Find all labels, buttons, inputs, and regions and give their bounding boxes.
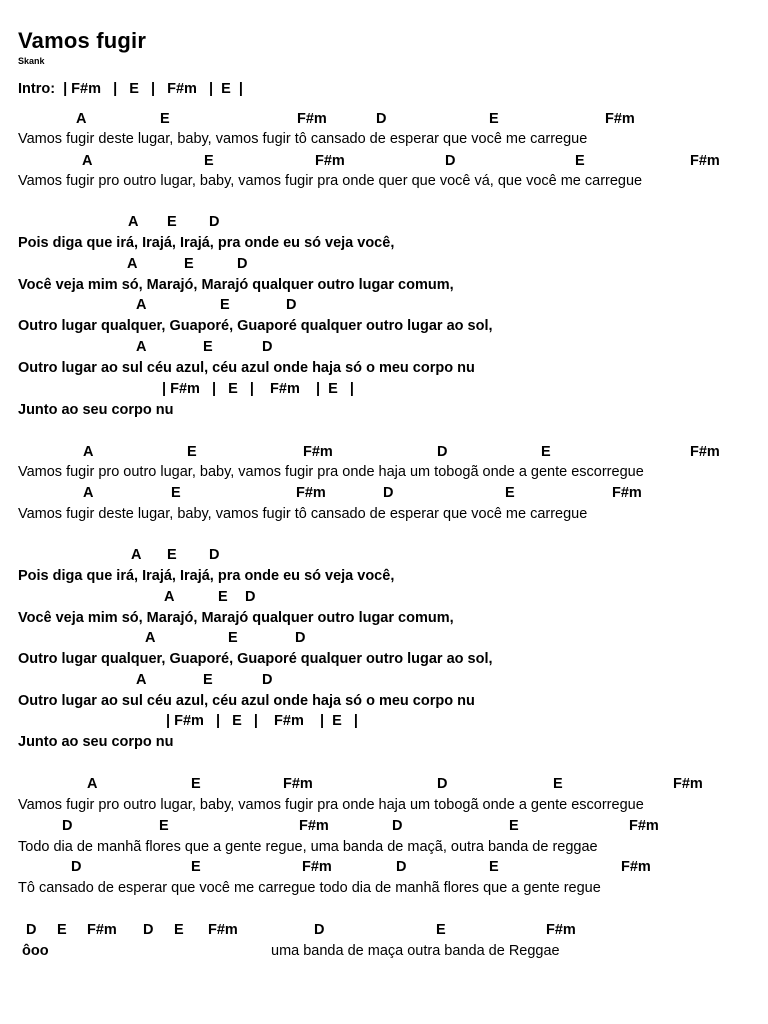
chord: E [553, 776, 563, 792]
chord: A [136, 297, 147, 313]
chord: D [437, 444, 448, 460]
chord: A [131, 547, 142, 563]
chord: F#m [605, 111, 635, 127]
chord: D [437, 776, 448, 792]
chord: F#m [296, 485, 326, 501]
lyric-line: Vamos fugir deste lugar, baby, vamos fugir tô cansado de esperar que você me carregue [18, 506, 588, 522]
chord-bar: | F#m | E | F#m | E | [166, 713, 358, 729]
chord: F#m [297, 111, 327, 127]
chord: A [127, 256, 138, 272]
chord: D [26, 922, 37, 938]
song-title: Vamos fugir [18, 28, 147, 53]
chord: E [203, 672, 213, 688]
chord: F#m [315, 153, 345, 169]
chord: D [62, 818, 73, 834]
lyric-line: Pois diga que irá, Irajá, Irajá, pra onde eu só veja você, [18, 568, 395, 584]
chord: D [262, 672, 273, 688]
lyric-line: ôoo [22, 943, 49, 959]
chord: D [143, 922, 154, 938]
lyric-line: Vamos fugir pro outro lugar, baby, vamos fugir pra onde quer que você vá, que você me carregue [18, 173, 643, 189]
chord: E [184, 256, 194, 272]
lyric-line: Outro lugar ao sul céu azul, céu azul onde haja só o meu corpo nu [18, 693, 475, 709]
chord: E [509, 818, 519, 834]
chord: E [436, 922, 446, 938]
chord: F#m [690, 444, 720, 460]
chord: D [209, 214, 220, 230]
chord: A [87, 776, 98, 792]
intro-chords: Intro: | F#m | E | F#m | E | [18, 81, 243, 97]
lyric-line: Você veja mim só, Marajó, Marajó qualquer outro lugar comum, [18, 610, 454, 626]
chord: F#m [621, 859, 651, 875]
chord: E [489, 111, 499, 127]
lyric-line: Junto ao seu corpo nu [18, 734, 174, 750]
artist-name: Skank [18, 56, 45, 66]
chord: E [204, 153, 214, 169]
chord: D [383, 485, 394, 501]
chord: E [220, 297, 230, 313]
chord: E [575, 153, 585, 169]
chord: A [164, 589, 175, 605]
chord: A [136, 339, 147, 355]
chord: A [76, 111, 87, 127]
chord: D [314, 922, 325, 938]
chord: E [174, 922, 184, 938]
chord: E [505, 485, 515, 501]
lyric-line: Outro lugar qualquer, Guaporé, Guaporé qualquer outro lugar ao sol, [18, 651, 493, 667]
chord: E [160, 111, 170, 127]
chord: F#m [546, 922, 576, 938]
chord: D [445, 153, 456, 169]
lyric-line: Junto ao seu corpo nu [18, 402, 174, 418]
chord: A [82, 153, 93, 169]
chord: F#m [673, 776, 703, 792]
chord: F#m [299, 818, 329, 834]
lyric-line: Vamos fugir deste lugar, baby, vamos fugir tô cansado de esperar que você me carregue [18, 131, 588, 147]
lyric-line: Tô cansado de esperar que você me carregue todo dia de manhã flores que a gente regue [18, 880, 601, 896]
chord: E [203, 339, 213, 355]
chord: E [171, 485, 181, 501]
chord: A [128, 214, 139, 230]
lyric-line: uma banda de maça outra banda de Reggae [271, 943, 560, 959]
chord: D [209, 547, 220, 563]
chord: D [286, 297, 297, 313]
lyric-line: Vamos fugir pro outro lugar, baby, vamos fugir pra onde haja um tobogã onde a gente escorregue [18, 464, 644, 480]
chord: E [167, 547, 177, 563]
chord: E [159, 818, 169, 834]
chord: D [396, 859, 407, 875]
chord: D [295, 630, 306, 646]
chord-bar: | F#m | E | F#m | E | [162, 381, 354, 397]
chord: D [376, 111, 387, 127]
lyric-line: Você veja mim só, Marajó, Marajó qualquer outro lugar comum, [18, 277, 454, 293]
lyric-line: Outro lugar qualquer, Guaporé, Guaporé qualquer outro lugar ao sol, [18, 318, 493, 334]
lyric-line: Pois diga que irá, Irajá, Irajá, pra onde eu só veja você, [18, 235, 395, 251]
chord: A [83, 444, 94, 460]
chord: D [71, 859, 82, 875]
chord: E [541, 444, 551, 460]
chord: F#m [283, 776, 313, 792]
lyric-line: Outro lugar ao sul céu azul, céu azul onde haja só o meu corpo nu [18, 360, 475, 376]
lyric-line: Todo dia de manhã flores que a gente regue, uma banda de maçã, outra banda de reggae [18, 839, 598, 855]
chord: D [245, 589, 256, 605]
chord: D [392, 818, 403, 834]
chord: D [262, 339, 273, 355]
chord: A [83, 485, 94, 501]
chord: E [191, 776, 201, 792]
chord: E [218, 589, 228, 605]
chord: F#m [303, 444, 333, 460]
chord: A [136, 672, 147, 688]
chord: F#m [208, 922, 238, 938]
chord: E [191, 859, 201, 875]
chord: E [187, 444, 197, 460]
lyric-line: Vamos fugir pro outro lugar, baby, vamos fugir pra onde haja um tobogã onde a gente escorregue [18, 797, 644, 813]
chord: F#m [87, 922, 117, 938]
chord: E [167, 214, 177, 230]
chord: E [489, 859, 499, 875]
chord: E [228, 630, 238, 646]
chord: F#m [629, 818, 659, 834]
chord: F#m [302, 859, 332, 875]
chord: E [57, 922, 67, 938]
chord: A [145, 630, 156, 646]
chord: F#m [690, 153, 720, 169]
chord: D [237, 256, 248, 272]
chord: F#m [612, 485, 642, 501]
